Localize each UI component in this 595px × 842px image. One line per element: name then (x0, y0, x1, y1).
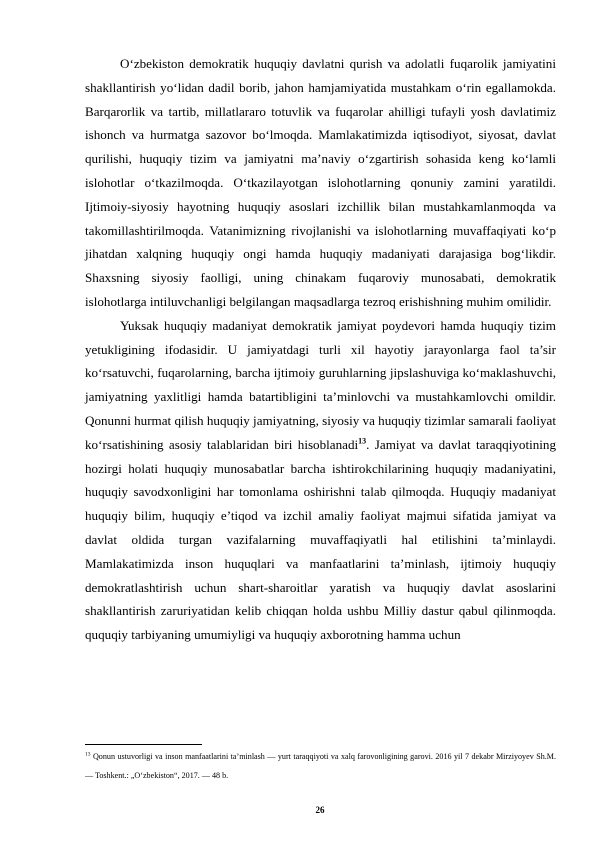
footnote-marker: 13 (358, 436, 367, 446)
paragraph-text: Yuksak huquqiy madaniyat demokratik jamiyat poydevori hamda huquqiy tizim yetukligining ifodasidir. U jamiyatdagi turli xil hayotiy jarayonlarga faol ta’sir ko‘rsatuvchi, fuqarolarning, barcha ijtimoiy guruhlarning jipslashuviga ko‘maklashuvchi, jamiyatning yaxlitligi hamda batartibligini ta’minlovchi va mustahkamlovchi omildir. Qonunni hurmat qilish huquqiy jamiyatning, siyosiy va huquqiy tizimlar samarali faoliyat ko‘rsatishining asosiy talablaridan biri hisoblanadi (85, 317, 556, 452)
main-text (85, 52, 556, 647)
footnote-separator (85, 744, 202, 745)
footnote-number: 13 (85, 751, 91, 758)
paragraph (85, 314, 556, 647)
footnote-text: Qonun ustuvorligi va inson manfaatlarini ta’minlash — yurt taraqqiyoti va xalq farovonligining garovi. 2016 yil 7 dekabr Mirziyoyev Sh.M. — Toshkent.: „O‘zbekiston“, 2017. — 48 b. (85, 752, 556, 780)
paragraph-text: . Jamiyat va davlat taraqqiyotining hozirgi holati huquqiy munosabatlar barcha ishtirokchilarining huquqiy madaniyatini, huquqiy savodxonligini har tomonlama oshirishni talab qilmoqda. Huquqiy madaniyat huquqiy bilim, huquqiy e’tiqod va izchil amaliy faoliyat majmui sifatida jamiyat va davlat oldida turgan vazifalarning muvaffaqiyatli hal etilishini ta’minlaydi. Mamlakatimizda inson huquqlari va manfaatlarini ta’minlash, ijtimoiy huquqiy demokratlashtirish uchun shart-sharoitlar yaratish va huquqiy davlat asoslarini shakllantirish zaruriyatidan kelib chiqqan holda ushbu Milliy dastur qabul qilinmoqda. ququqiy tarbiyaning umumiyligi va huquqiy axborotning hamma uchun (85, 436, 556, 643)
footnote (85, 748, 556, 785)
paragraph: O‘zbekiston demokratik huquqiy davlatni qurish va adolatli fuqarolik jamiyatini shakllantirish yo‘lidan dadil borib, jahon hamjamiyatida mustahkam o‘rin egallamokda. Barqarorlik va tartib, millatlararo totuvlik va fuqarolar ahilligi tufayli yosh davlatimiz ishonch va hurmatga sazovor bo‘lmoqda. Mamlakatimizda iqtisodiyot, siyosat, davlat qurilishi, huquqiy tizim va jamiyatni ma’naviy o‘zgartirish sohasida keng ko‘lamli islohotlar o‘tkazilmoqda. O‘tkazilayotgan islohotlarning qonuniy zamini yaratildi. Ijtimoiy-siyosiy hayotning huquqiy asoslari izchillik bilan mustahkamlanmoqda va takomillashtirilmoqda. Vatanimizning rivojlanishi va islohotlarning muvaffaqiyati ko‘p jihatdan xalqning huquqiy ongi hamda huquqiy madaniyati darajasiga bog‘likdir. Shaxsning siyosiy faolligi, uning chinakam fuqaroviy munosabati, demokratik islohotlarga intiluvchanligi belgilangan maqsadlarga tezroq erishishning muhim omilidir. (85, 56, 556, 309)
page-number: 26 (315, 805, 325, 815)
